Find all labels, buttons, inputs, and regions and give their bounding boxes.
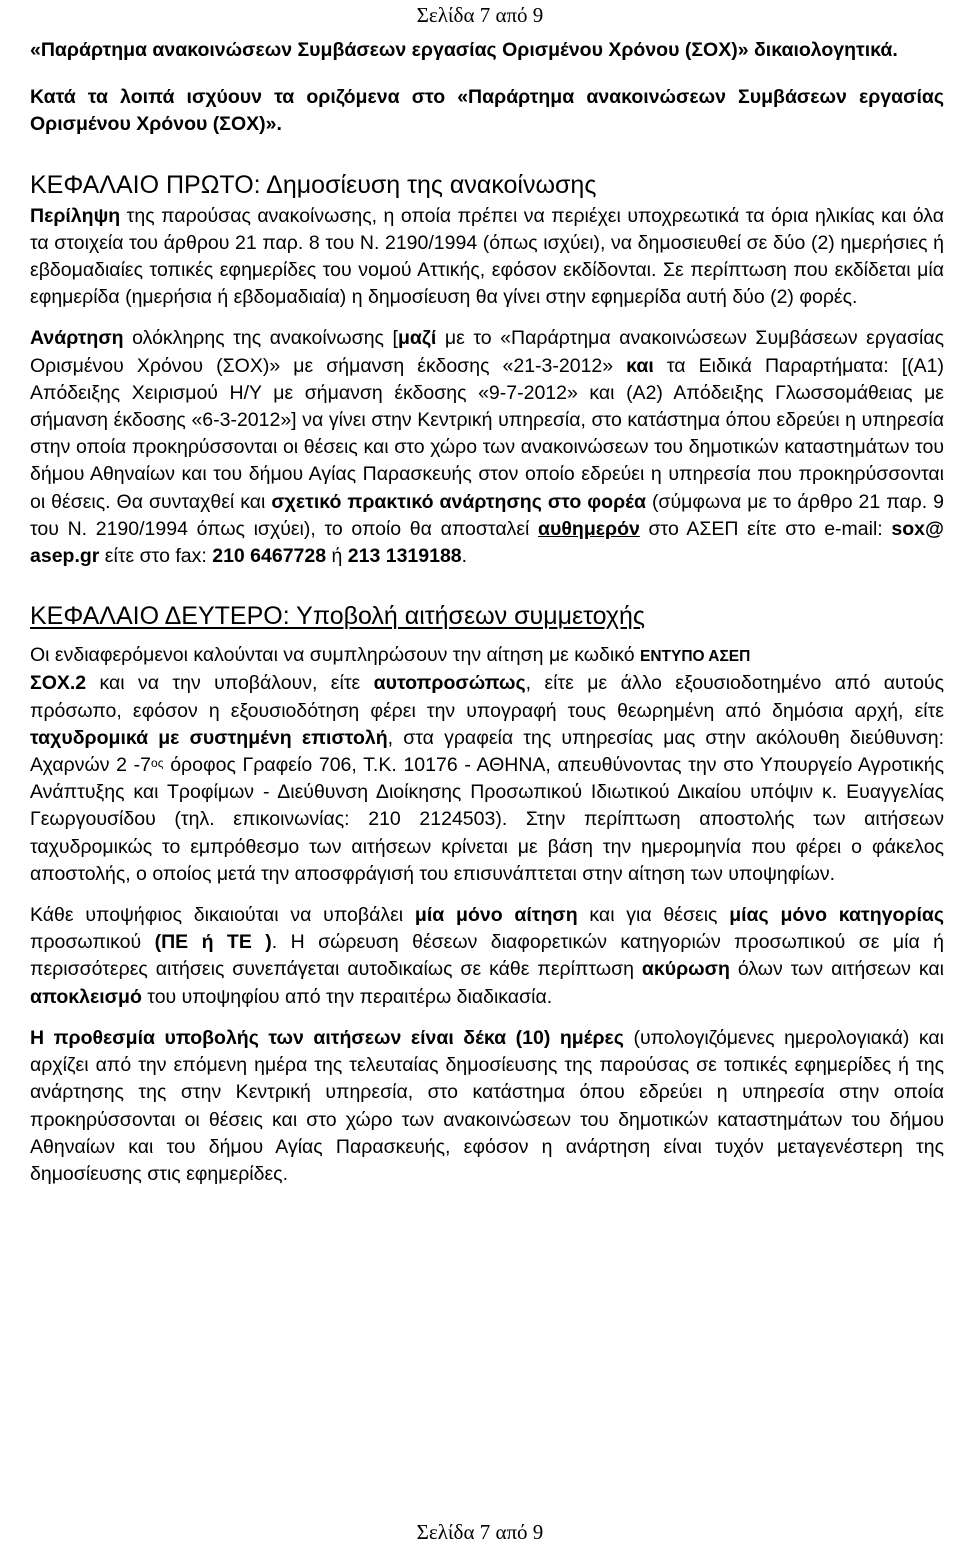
document-body	[30, 37, 944, 1188]
application-paragraph: Οι ενδιαφερόμενοι καλούνται να συμπληρώσουν την αίτηση με κωδικό ΕΝΤΥΠΟ ΑΣΕΠ ΣΟΧ.2 και να την υποβάλουν, είτε αυτοπροσώπως, είτε με άλλο εξουσιοδοτημένο από αυτούς πρόσωπο, εφόσον η εξουσιοδότηση φέρει την υπογραφή τους θεωρημένη από δημόσια αρχή, είτε ταχυδρομικά με συστημένη επιστολή, στα γραφεία της υπηρεσίας μας στην ακόλουθη διεύθυνση: Αχαρνών 2 $-7^{o\varsigma}$ όροφος Γραφείο 706, Τ.Κ. 10176 - ΑΘΗΝΑ, απευθύνοντας την στο Υπουργείο Αγροτικής Ανάπτυξης και Τροφίμων - Διεύθυνση Διοίκησης Προσωπικού Ιδιωτικού Δικαίου υπόψιν κ. Ευαγγελίας Γεωργουσίδου (τηλ. επικοινωνίας: 210 2124503). Στην περίπτωση αποστολής των αιτήσεων ταχυδρομικώς το εμπρόθεσμο των αιτήσεων κρίνεται με βάση την ημερομηνία που φέρει ο φάκελος αποστολής, ο οποίος μετά την αποσφράγισή του επισυνάπτεται στην αίτηση των υποψηφίων.	[30, 644, 945, 885]
email-address: sox@ asep.gr	[30, 517, 944, 568]
deadline-paragraph: Η προθεσμία υποβολής των αιτήσεων είναι δέκα (10) ημέρες (υπολογιζόμενες ημερολογιακά) και αρχίζει από την επόμενη ημέρα της τελευταίας δημοσίευσης της παρούσας σε τοπικές εφημερίδες ή της ανάρτησης της στην Κεντρική υπηρεσία, στο κατάστημα όπου εδρεύει η υπηρεσία στην οποία προκηρύσσονται οι θέσεις και στο χώρο των ανακοινώσεων του δημοτικών καταστημάτων του δήμου Αθηναίων και του δήμου Αγίας Παρασκευής, εφόσον η ανάρτηση είναι τυχόν μεταγενέστερη της δημοσίευσης στις εφημερίδες.	[30, 1026, 944, 1185]
summary-paragraph: Περίληψη της παρούσας ανακοίνωσης, η οποία πρέπει να περιέχει υποχρεωτικά τα όρια ηλικίας και όλα τα στοιχεία του άρθρου 21 παρ. 8 του Ν. 2190/1994 (όπως ισχύει), να δημοσιευθεί σε δύο (2) ημερήσιες ή εβδομαδιαίες τοπικές εφημερίδες του νομού Αττικής, εφόσον εκδίδονται. Σε περίπτωση που εκδίδεται μία εφημερίδα (ημερήσια ή εβδομαδιαία) η δημοσίευση θα γίνει στην εφημερίδα αυτή δύο (2) φορές.	[30, 204, 944, 309]
chapter-1-heading: ΚΕΦΑΛΑΙΟ ΠΡΩΤΟ: Δημοσίευση της ανακοίνωσης	[30, 170, 597, 199]
intro-paragraph-2: Κατά τα λοιπά ισχύουν τα οριζόμενα στο «Παράρτημα ανακοινώσεων Συμβάσεων εργασίας Ορισμένου Χρόνου (ΣΟΧ)».	[30, 86, 944, 136]
fax-number-1: 210 6467728	[212, 545, 327, 568]
page-footer: Σελίδα 7 από 9	[416, 1520, 544, 1544]
single-application-paragraph: Κάθε υποψήφιος δικαιούται να υποβάλει μία μόνο αίτηση και για θέσεις μίας μόνο κατηγορίας προσωπικού (ΠΕ ή ΤΕ ). Η σώρευση θέσεων διαφορετικών κατηγοριών προσωπικού σε μία ή περισσότερες αιτήσεις συνεπάγεται αυτοδικαίως σε κάθε περίπτωση ακύρωση όλων των αιτήσεων και αποκλεισμό του υποψηφίου από την περαιτέρω διαδικασία.	[30, 904, 945, 1008]
intro-paragraph-1: «Παράρτημα ανακοινώσεων Συμβάσεων εργασίας Ορισμένου Χρόνου (ΣΟΧ)» δικαιολογητικά.	[30, 39, 898, 61]
posting-paragraph: Ανάρτηση ολόκληρης της ανακοίνωσης [μαζί με το «Παράρτημα ανακοινώσεων Συμβάσεων εργασίας Ορισμένου Χρόνου (ΣΟΧ)» με σήμανση έκδοσης «21-3-2012» και τα Ειδικά Παραρτήματα: [(Α1) Απόδειξης Χειρισμού Η/Υ με σήμανση έκδοσης «9-7-2012» και (Α2) Απόδειξης Γλωσσομάθειας με σήμανση έκδοσης «6-3-2012»] να γίνει στην Κεντρική υπηρεσία, στο κατάστημα όπου εδρεύει η υπηρεσία στην οποία προκηρύσσονται οι θέσεις και στο χώρο των ανακοινώσεων του δημοτικών καταστημάτων του δήμου Αθηναίων και του δήμου Αγίας Παρασκευής στον οποίο εδρεύει η υπηρεσία που προκηρύσσονται οι θέσεις. Θα συνταχθεί και σχετικό πρακτικό ανάρτησης στο φορέα (σύμφωνα με το άρθρο 21 παρ. 9 του Ν. 2190/1994 όπως ισχύει), το οποίο θα αποσταλεί αυθημερόν στο ΑΣΕΠ είτε στο e-mail: sox@ asep.gr είτε στο fax: 210 6467728 ή 213 1319188.	[30, 327, 945, 568]
fax-number-2: 213 1319188	[347, 545, 462, 568]
chapter-2-heading: ΚΕΦΑΛΑΙΟ ΔΕΥΤΕΡΟ: Υποβολή αιτήσεων συμμετοχής	[30, 602, 645, 631]
page-header: Σελίδα 7 από 9	[416, 3, 544, 27]
